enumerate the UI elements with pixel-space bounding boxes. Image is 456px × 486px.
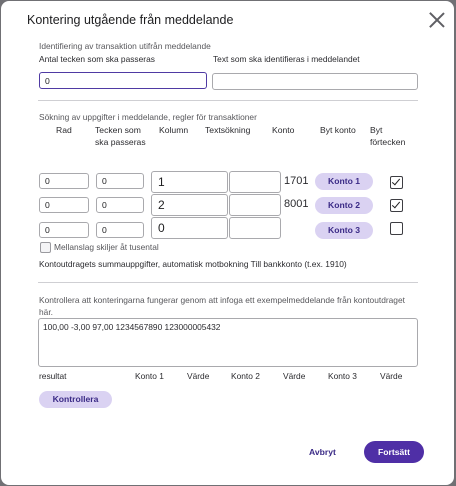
kolumn-input[interactable] [151, 194, 228, 216]
rad-input[interactable] [39, 222, 89, 238]
konto-value: 1701 [284, 175, 309, 187]
dialog-title: Kontering utgående från meddelande [27, 13, 234, 27]
skip-chars-input[interactable] [39, 72, 207, 89]
divider [38, 100, 418, 101]
tecken-input[interactable] [96, 197, 144, 213]
identify-text-input[interactable] [212, 73, 418, 90]
skip-chars-label: Antal tecken som ska passeras [39, 54, 155, 64]
identify-text-label: Text som ska identifieras i meddelandet [213, 54, 360, 64]
result-header-konto-2: Konto 2 [231, 371, 260, 381]
cancel-button[interactable]: Avbryt [309, 447, 336, 457]
textsokning-input[interactable] [229, 171, 281, 193]
tecken-input[interactable] [96, 173, 144, 189]
textsokning-input[interactable] [229, 217, 281, 239]
tecken-input[interactable] [96, 222, 144, 238]
kontering-dialog [1, 1, 454, 485]
example-message-textarea[interactable] [38, 318, 418, 367]
byt-konto-button[interactable]: Konto 1 [315, 173, 373, 190]
col-header-kolumn: Kolumn [159, 125, 189, 135]
byt-fortecken-checkbox[interactable] [390, 199, 403, 212]
byt-konto-button[interactable]: Konto 3 [315, 222, 373, 239]
summary-text: Kontoutdragets summauppgifter, automatisk motbokning Till bankkonto (t.ex. 1910) [39, 259, 347, 269]
textsokning-input[interactable] [229, 194, 281, 216]
kontrollera-button[interactable]: Kontrollera [39, 391, 112, 408]
close-icon[interactable] [428, 11, 446, 29]
kolumn-input[interactable] [151, 171, 228, 193]
thousands-space-label: Mellanslag skiljer åt tusental [54, 242, 159, 252]
col-header-byt-konto: Byt konto [320, 125, 356, 135]
result-header-varde-3: Värde [380, 371, 403, 381]
control-instruction: Kontrollera att konteringarna fungerar genom att infoga ett exempelmeddelande från kontoutdraget här. [39, 295, 405, 317]
kolumn-input[interactable] [151, 217, 228, 239]
result-header-varde-2: Värde [283, 371, 306, 381]
col-header-textsokning: Textsökning [205, 125, 251, 135]
result-header-varde-1: Värde [187, 371, 210, 381]
thousands-space-checkbox[interactable] [40, 242, 51, 253]
continue-button[interactable]: Fortsätt [364, 441, 424, 463]
byt-konto-button[interactable]: Konto 2 [315, 197, 373, 214]
rad-input[interactable] [39, 173, 89, 189]
result-header-konto-1: Konto 1 [135, 371, 164, 381]
col-header-byt-fortecken: Byt förtecken [370, 125, 406, 147]
search-section-label: Sökning av uppgifter i meddelande, regler för transaktioner [39, 112, 257, 122]
col-header-rad: Rad [56, 125, 72, 135]
konto-value: 8001 [284, 198, 309, 210]
byt-fortecken-checkbox[interactable] [390, 176, 403, 189]
col-header-konto: Konto [272, 125, 295, 135]
col-header-tecken: Tecken som ska passeras [95, 125, 146, 147]
divider [38, 282, 418, 283]
byt-fortecken-checkbox[interactable] [390, 222, 403, 235]
identification-section-label: Identifiering av transaktion utifrån meddelande [39, 41, 211, 51]
result-label: resultat [39, 371, 67, 381]
result-header-konto-3: Konto 3 [328, 371, 357, 381]
rad-input[interactable] [39, 197, 89, 213]
